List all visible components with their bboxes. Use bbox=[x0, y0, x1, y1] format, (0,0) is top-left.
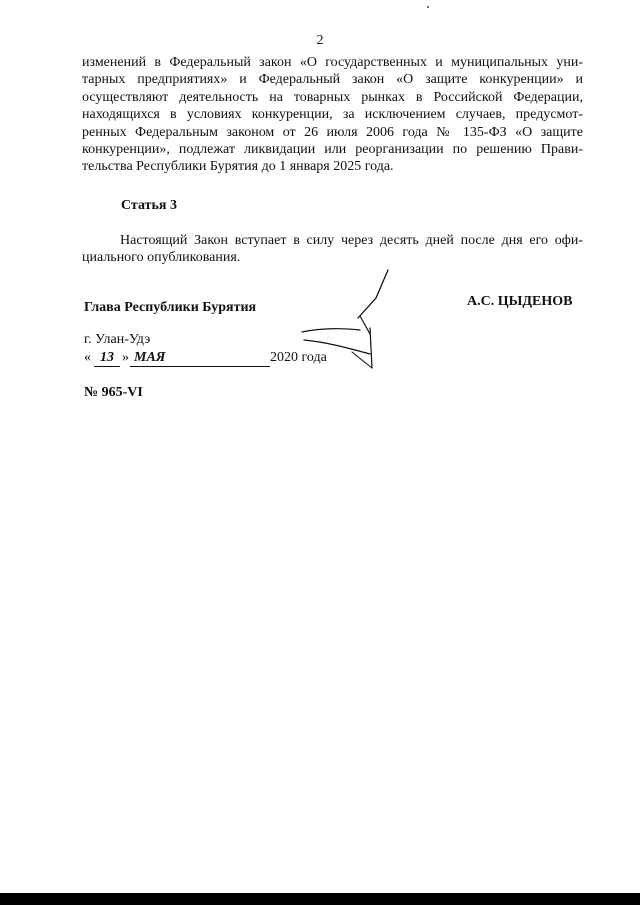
scan-speck bbox=[427, 6, 429, 8]
scan-bottom-edge bbox=[0, 893, 640, 905]
date-day: 13 bbox=[94, 350, 120, 367]
article-3-heading: Статья 3 bbox=[121, 198, 177, 213]
paragraph-line: конкуренции», подлежат ликвидации или реорганизации по решению Прави- bbox=[82, 142, 583, 158]
page-number: 2 bbox=[316, 33, 324, 48]
paragraph-continuation bbox=[82, 54, 583, 176]
signing-place: г. Улан-Удэ bbox=[84, 332, 151, 347]
signer-title: Глава Республики Бурятия bbox=[84, 300, 257, 315]
paragraph-line: тарных предприятиях» и Федеральный закон «О защите конкуренции» и bbox=[82, 72, 583, 88]
paragraph-line: изменений в Федеральный закон «О государственных и муниципальных уни- bbox=[82, 55, 583, 70]
date-open-quote: « bbox=[84, 350, 91, 365]
paragraph-line: тельства Республики Бурятия до 1 января 2025 года. bbox=[82, 159, 394, 175]
date-month: МАЯ bbox=[130, 350, 270, 367]
paragraph-line: осуществляют деятельность на товарных рынках в Российской Федерации, bbox=[82, 89, 583, 105]
date-year: 2020 года bbox=[270, 350, 327, 365]
date-close-quote: » bbox=[122, 350, 129, 365]
law-number: № 965-VI bbox=[84, 385, 143, 400]
article-3-text bbox=[82, 232, 583, 267]
signing-date bbox=[84, 350, 344, 370]
signer-name: А.С. ЦЫДЕНОВ bbox=[467, 294, 573, 309]
article-3-line: циального опубликования. bbox=[82, 250, 241, 266]
article-3-line: Настоящий Закон вступает в силу через десять дней после дня его офи- bbox=[120, 233, 583, 248]
paragraph-line: находящихся в условиях конкуренции, за исключением случаев, предусмот- bbox=[82, 107, 583, 123]
paragraph-line: ренных Федеральным законом от 26 июля 2006 года № 135-ФЗ «О защите bbox=[82, 124, 583, 140]
